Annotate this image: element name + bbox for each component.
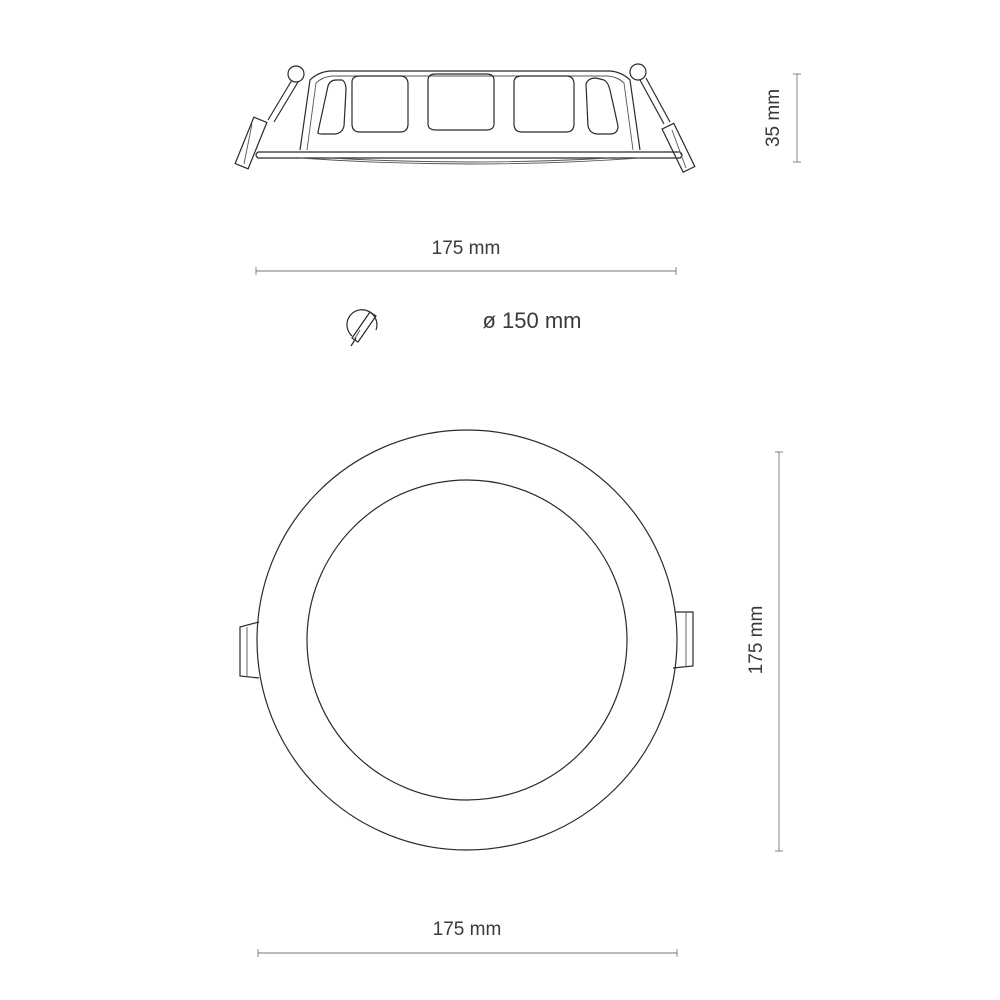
- outer-rim: [257, 430, 677, 850]
- hole-saw-icon: [347, 310, 377, 346]
- side-height-label: 35 mm: [763, 88, 784, 148]
- front-width-label: 175 mm: [432, 919, 502, 940]
- heatsink-slots: [318, 74, 618, 134]
- cutout-diameter-label: ø 150 mm: [482, 308, 582, 333]
- front-height-label: 175 mm: [746, 605, 767, 675]
- side-view: [235, 64, 695, 172]
- front-view: [240, 430, 693, 850]
- clip-tab-left: [240, 622, 259, 678]
- diffuser: [307, 480, 627, 800]
- spring-clip-right: [630, 64, 695, 172]
- side-width-dimension: [256, 238, 676, 275]
- side-width-label: 175 mm: [431, 238, 501, 259]
- side-height-dimension: [763, 74, 801, 162]
- spring-clip-left: [235, 66, 304, 169]
- front-height-dimension: [746, 452, 783, 851]
- front-width-dimension: [258, 919, 677, 957]
